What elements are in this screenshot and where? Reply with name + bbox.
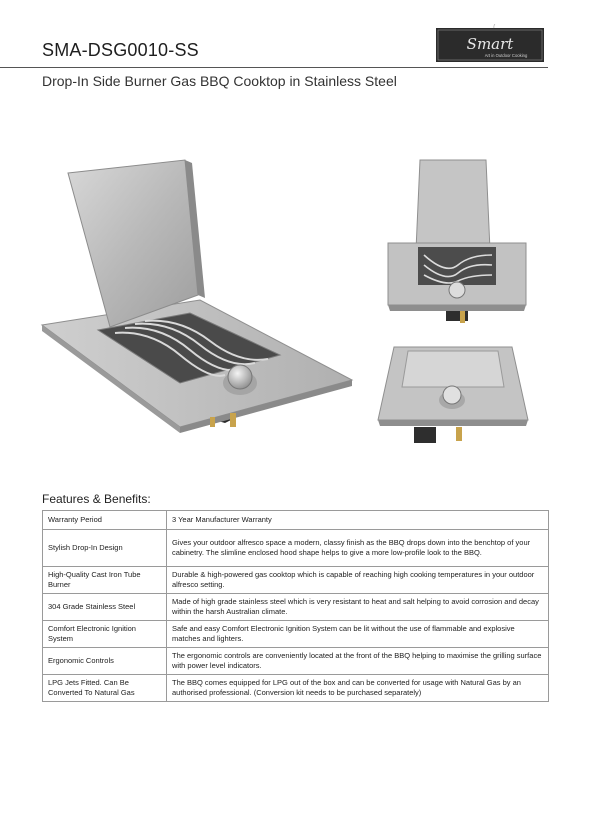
header-divider — [0, 67, 548, 68]
feature-name: High-Quality Cast Iron Tube Burner — [43, 567, 167, 594]
feature-benefit: Gives your outdoor alfresco space a modern, classy finish as the BBQ drops down into the benchtop of your cabinetry. The slimline enclosed hood shape helps to give a more low-profile look to the BBQ. — [167, 530, 549, 567]
table-row — [43, 621, 549, 648]
brand-logo — [436, 24, 544, 62]
table-row — [43, 511, 549, 530]
logo-tagline: Art in Outdoor Cooking — [484, 53, 528, 58]
feature-name: Comfort Electronic Ignition System — [43, 621, 167, 648]
feature-benefit: 3 Year Manufacturer Warranty — [167, 511, 549, 530]
logo-wordmark: Smart — [466, 35, 514, 53]
feature-benefit: The BBQ comes equipped for LPG out of the box and can be converted for usage with Natural Gas by an authorised professional. (Conversion kit needs to be purchased separately) — [167, 675, 549, 702]
table-row — [43, 594, 549, 621]
table-row — [43, 567, 549, 594]
feature-name: Ergonomic Controls — [43, 648, 167, 675]
feature-name: Stylish Drop-In Design — [43, 530, 167, 567]
product-image-front-open — [386, 155, 528, 325]
product-code: SMA-DSG0010-SS — [42, 40, 199, 60]
feature-benefit: Made of high grade stainless steel which is very resistant to heat and salt helping to avoid corrosion and decay within the harsh Australian climate. — [167, 594, 549, 621]
table-row — [43, 530, 549, 567]
table-row — [43, 675, 549, 702]
feature-benefit: Durable & high-powered gas cooktop which is capable of reaching high cooking temperatures in your outdoor alfresco setting. — [167, 567, 549, 594]
features-heading: Features & Benefits: — [42, 492, 151, 506]
features-table — [42, 510, 549, 702]
feature-name: LPG Jets Fitted. Can Be Converted To Natural Gas — [43, 675, 167, 702]
feature-benefit: The ergonomic controls are conveniently located at the front of the BBQ helping to maximise the grilling surface with power level indicators. — [167, 648, 549, 675]
feature-name: Warranty Period — [43, 511, 167, 530]
table-row — [43, 648, 549, 675]
product-image-closed — [376, 345, 530, 452]
page-title: Drop-In Side Burner Gas BBQ Cooktop in Stainless Steel — [42, 73, 397, 89]
feature-name: 304 Grade Stainless Steel — [43, 594, 167, 621]
product-image-open-angled — [40, 155, 355, 450]
feature-benefit: Safe and easy Comfort Electronic Ignition System can be lit without the use of flammable and explosive matches and lighters. — [167, 621, 549, 648]
